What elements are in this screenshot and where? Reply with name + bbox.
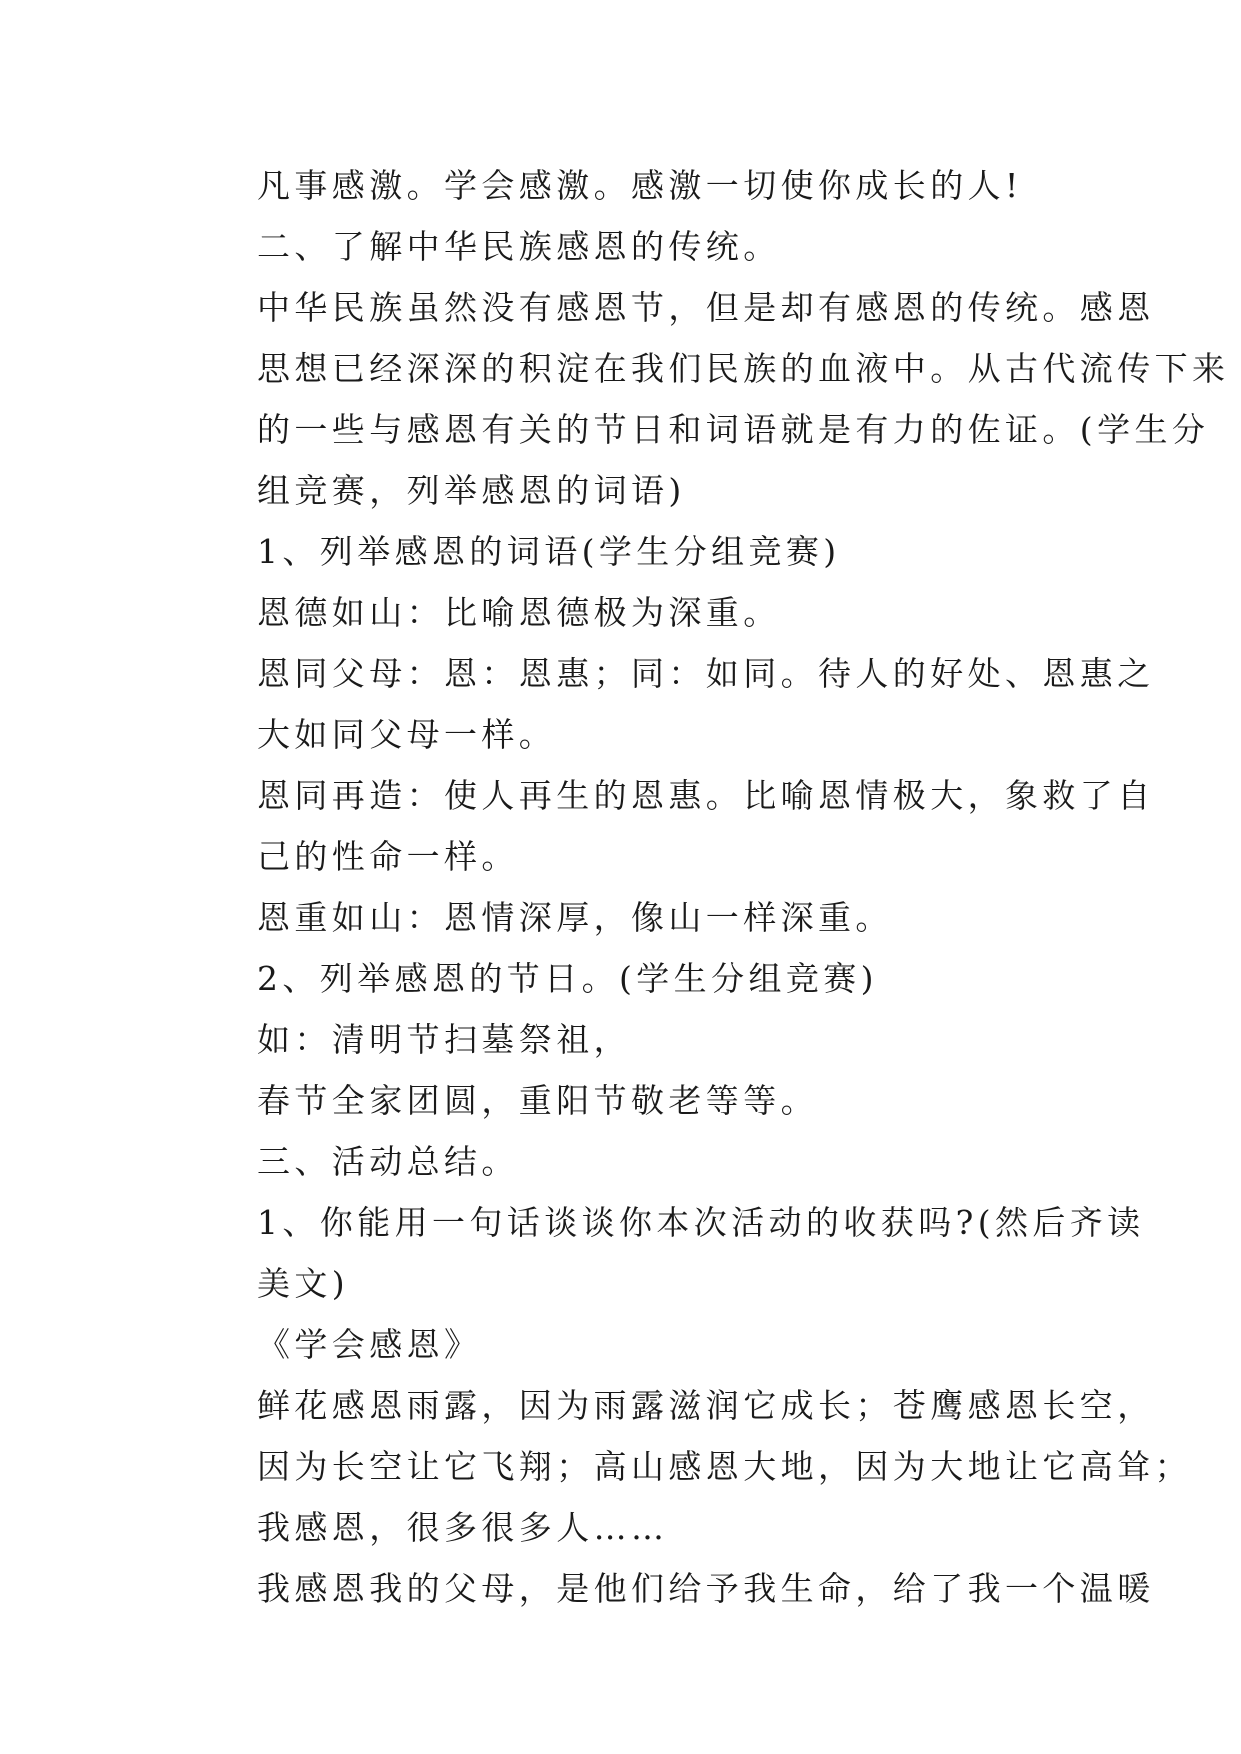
text-line: 恩重如山：恩情深厚，像山一样深重。 [257, 898, 893, 937]
paragraph [191, 1009, 1051, 1070]
text-line: 因为长空让它飞翔；高山感恩大地，因为大地让它高耸； [257, 1447, 1192, 1486]
paragraph [191, 155, 1051, 216]
text-line: 的一些与感恩有关的节日和词语就是有力的佐证。(学生分 [257, 410, 1210, 449]
paragraph [191, 1375, 1192, 1497]
paragraph [191, 643, 1155, 765]
text-line: 鲜花感恩雨露，因为雨露滋润它成长；苍鹰感恩长空， [257, 1386, 1155, 1425]
paragraph [191, 1314, 1051, 1375]
text-line: 凡事感激。学会感激。感激一切使你成长的人! [257, 166, 1023, 205]
paragraph [191, 216, 1051, 277]
paragraph [191, 765, 1155, 887]
text-line: 组竞赛，列举感恩的词语) [257, 471, 686, 510]
text-line: 《学会感恩》 [257, 1325, 482, 1364]
text-line: 1、列举感恩的词语(学生分组竞赛) [257, 532, 841, 571]
paragraph [191, 948, 1051, 1009]
text-line: 恩德如山：比喻恩德极为深重。 [257, 593, 781, 632]
paragraph [191, 1558, 1155, 1619]
text-line: 如：清明节扫墓祭祖， [257, 1020, 631, 1059]
paragraph [191, 582, 1051, 643]
paragraph [191, 1070, 1051, 1131]
text-line: 大如同父母一样。 [257, 715, 557, 754]
text-line: 春节全家团圆，重阳节敬老等等。 [257, 1081, 818, 1120]
text-line: 恩同父母：恩：恩惠；同：如同。待人的好处、恩惠之 [257, 654, 1155, 693]
text-line: 我感恩我的父母，是他们给予我生命，给了我一个温暖 [257, 1569, 1155, 1608]
text-line: 1、你能用一句话谈谈你本次活动的收获吗?(然后齐读 [257, 1203, 1145, 1242]
text-line: 二、了解中华民族感恩的传统。 [257, 227, 781, 266]
text-line: 2、列举感恩的节日。(学生分组竞赛) [257, 959, 878, 998]
text-line: 三、活动总结。 [257, 1142, 519, 1181]
text-line: 美文) [257, 1264, 350, 1303]
paragraph [191, 887, 1051, 948]
text-line: 己的性命一样。 [257, 837, 519, 876]
text-line: 思想已经深深的积淀在我们民族的血液中。从古代流传下来 [257, 349, 1230, 388]
text-line: 恩同再造：使人再生的恩惠。比喻恩情极大，象救了自 [257, 776, 1155, 815]
paragraph [191, 1497, 1051, 1558]
paragraph [191, 277, 1230, 521]
text-line: 我感恩，很多很多人…… [257, 1508, 669, 1547]
paragraph [191, 1192, 1145, 1314]
text-line: 中华民族虽然没有感恩节，但是却有感恩的传统。感恩 [257, 288, 1155, 327]
paragraph [191, 1131, 1051, 1192]
paragraph [191, 521, 1051, 582]
document-body [191, 155, 1230, 1619]
